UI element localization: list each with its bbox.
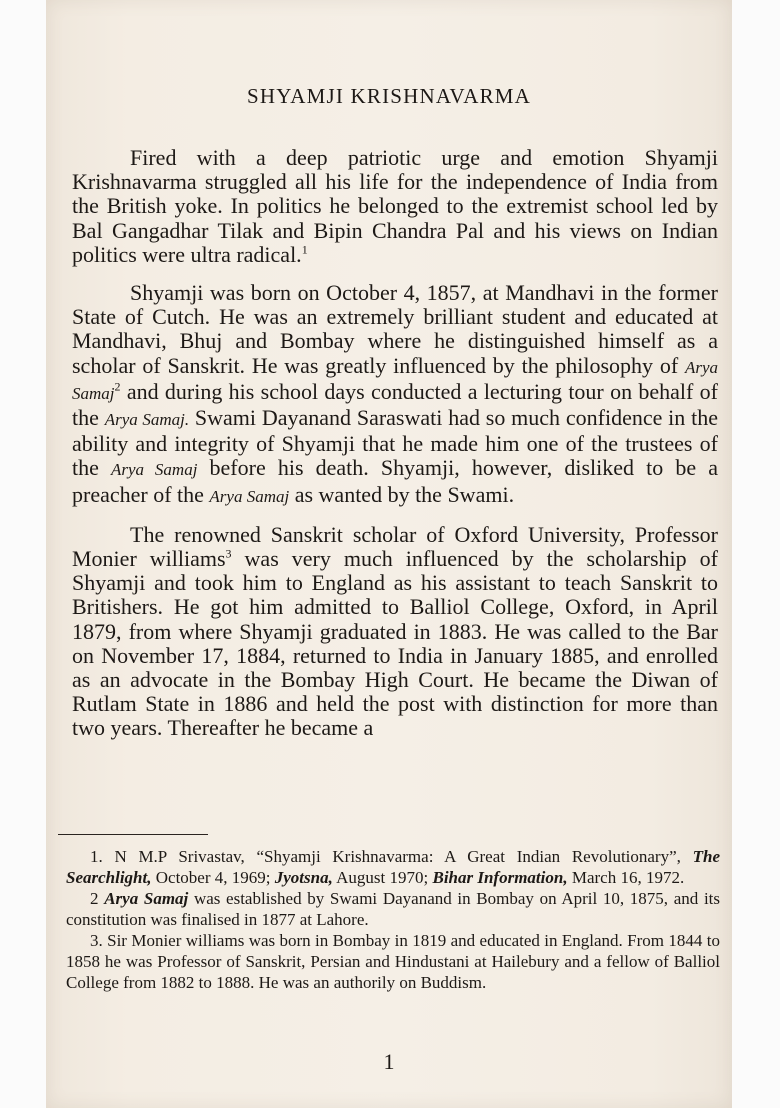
left-margin — [0, 0, 46, 1108]
footnote-1 — [66, 846, 720, 888]
footnote-2-text-a: 2 — [90, 889, 105, 908]
paragraph-3 — [72, 523, 718, 741]
paragraph-1-text: Fired with a deep patriotic urge and emotion Shyamji Krishnavarma struggled all his life for the independence of India from the British yoke. In politics he belonged to the extremist school led by Bal Gangadhar Tilak and Bipin Chandra Pal and his views on Indian politics were ultra radical. — [72, 145, 718, 267]
footnote-3-text: 3. Sir Monier williams was born in Bombay in 1819 and educated in England. From 1844 to 1858 he was Professor of Sanskrit, Persian and Hindustani at Hailebury and a fellow of Balliol College from 1882 to 1888. He was an authorily on Buddism. — [66, 931, 720, 992]
footnote-ref-3: 3 — [225, 546, 232, 561]
footnote-1-text-d: March 16, 1972. — [567, 868, 685, 887]
paragraph-2-text-b: and during his school days conducted a lecturing tour on behalf of the — [72, 378, 718, 431]
footnote-1-text-c: August 1970; — [332, 868, 433, 887]
paragraph-1 — [72, 146, 718, 267]
chapter-title: SHYAMJI KRISHNAVARMA — [246, 84, 532, 108]
paragraph-2-text-d: before his death. Shyamji, however, disliked to be a preacher of the — [72, 455, 718, 507]
footnote-1-source: The Searchlight, — [66, 847, 720, 887]
footnote-divider — [58, 834, 208, 835]
paragraph-2-text-c: Swami Dayanand Saraswati had so much confidence in the ability and integrity of Shyamji that he made him one of the trustees of the — [72, 405, 718, 481]
arya-samaj-term: Arya Samaj — [111, 460, 198, 480]
footnote-2-text-b: was established by Swami Dayanand in Bombay on April 10, 1875, and its constitution was finalised in 1877 at Lahore. — [66, 889, 721, 929]
footnote-1-text-a: 1. N M.P Srivastav, “Shyamji Krishnavarma: A Great Indian Revolutionary”, — [90, 847, 693, 866]
paragraph-2 — [72, 281, 718, 509]
arya-samaj-term: Arya Samaj — [209, 486, 290, 506]
paragraph-2-text-e: as wanted by the Swami. — [289, 481, 515, 507]
footnote-2 — [66, 888, 720, 930]
right-margin — [732, 0, 780, 1108]
footnote-1-text-b: October 4, 1969; — [151, 868, 275, 887]
footnote-ref-2: 2 — [114, 379, 121, 394]
arya-samaj-term: Arya Samaj. — [104, 410, 190, 430]
paragraph-2-text-a: Shyamji was born on October 4, 1857, at Mandhavi in the former State of Cutch. He was an extremely brilliant student and educated at Mandhavi, Bhuj and Bombay where he distinguished himself as a scholar of Sanskrit. He was greatly influenced by the philosophy of — [72, 280, 718, 378]
footnote-1-source: Bihar Information, — [432, 868, 568, 887]
footnote-ref-1: 1 — [301, 242, 308, 257]
footnotes — [66, 846, 720, 993]
paragraph-3-text-a: The renowned Sanskrit scholar of Oxford University, Professor Monier williams — [72, 521, 718, 572]
footnote-2-term: Arya Samaj — [104, 889, 189, 908]
arya-samaj-term: Arya Samaj — [72, 357, 718, 403]
page-number: 1 — [383, 1049, 395, 1074]
paragraph-3-text-b: was very much influenced by the scholarship of Shyamji and took him to England as his assistant to teach Sanskrit to Britishers. He got him admitted to Balliol College, Oxford, in April 1879, from where Shyamji graduated in 1883. He was called to the Bar on November 17, 1884, returned to India in January 1885, and enrolled as an advocate in the Bombay High Court. He became the Diwan of Rutlam State in 1886 and held the post with distinction for more than two years. Thereafter he became a — [72, 546, 718, 741]
footnote-3 — [66, 930, 720, 993]
footnote-1-source: Jyotsna, — [274, 868, 333, 887]
main-text — [72, 146, 718, 755]
